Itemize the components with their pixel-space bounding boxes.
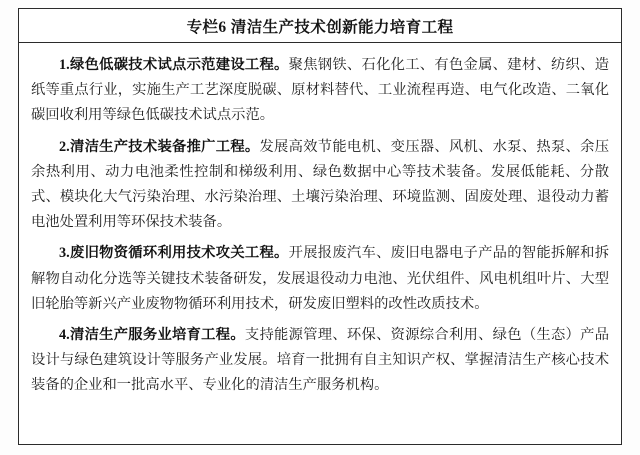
paragraph-2-lead: 2.清洁生产技术装备推广工程。: [59, 138, 260, 155]
paragraph-3: [31, 241, 609, 317]
page-title: 专栏6 清洁生产技术创新能力培育工程: [186, 18, 454, 36]
paragraph-1: [31, 53, 609, 129]
paragraph-2-text: 发展高效节能电机、变压器、风机、水泵、热泵、余压余热利用、动力电池柔性控制和梯级利用、绿色数据中心等技术装备。发展低能耗、分散式、模块化大气污染治理、水污染治理、土壤污染治理、环境监测、固废处理、退役动力蓄电池处置利用等环保技术装备。: [31, 138, 609, 231]
document-table: [18, 8, 622, 445]
paragraph-1-text: 聚焦钢铁、石化化工、有色金属、建材、纺织、造纸等重点行业，实施生产工艺深度脱碳、原材料替代、工业流程再造、电气化改造、二氧化碳回收利用等绿色低碳技术试点示范。: [31, 57, 609, 124]
paragraph-2: [31, 135, 609, 236]
paragraph-3-lead: 3.废旧物资循环利用技术攻关工程。: [59, 245, 289, 262]
paragraph-4-text: 支持能源管理、环保、资源综合利用、绿色（生态）产品设计与绿色建筑设计等服务产业发展。培育一批拥有自主知识产权、掌握清洁生产核心技术装备的企业和一批高水平、专业化的清洁生产服务机构。: [31, 327, 609, 394]
paragraph-1-lead: 1.绿色低碳技术试点示范建设工程。: [59, 57, 289, 73]
document-title-cell: [18, 8, 622, 42]
paragraph-4: [31, 323, 609, 399]
document-body-cell: [18, 42, 622, 445]
paragraph-3-text: 开展报废汽车、废旧电器电子产品的智能拆解和拆解物自动化分选等关键技术装备研发，发展退役动力电池、光伏组件、风电机组叶片、大型旧轮胎等新兴产业废物物循环利用技术，研发废旧塑料的改性改质技术。: [31, 245, 609, 312]
paragraph-4-lead: 4.清洁生产服务业培育工程。: [59, 327, 245, 344]
